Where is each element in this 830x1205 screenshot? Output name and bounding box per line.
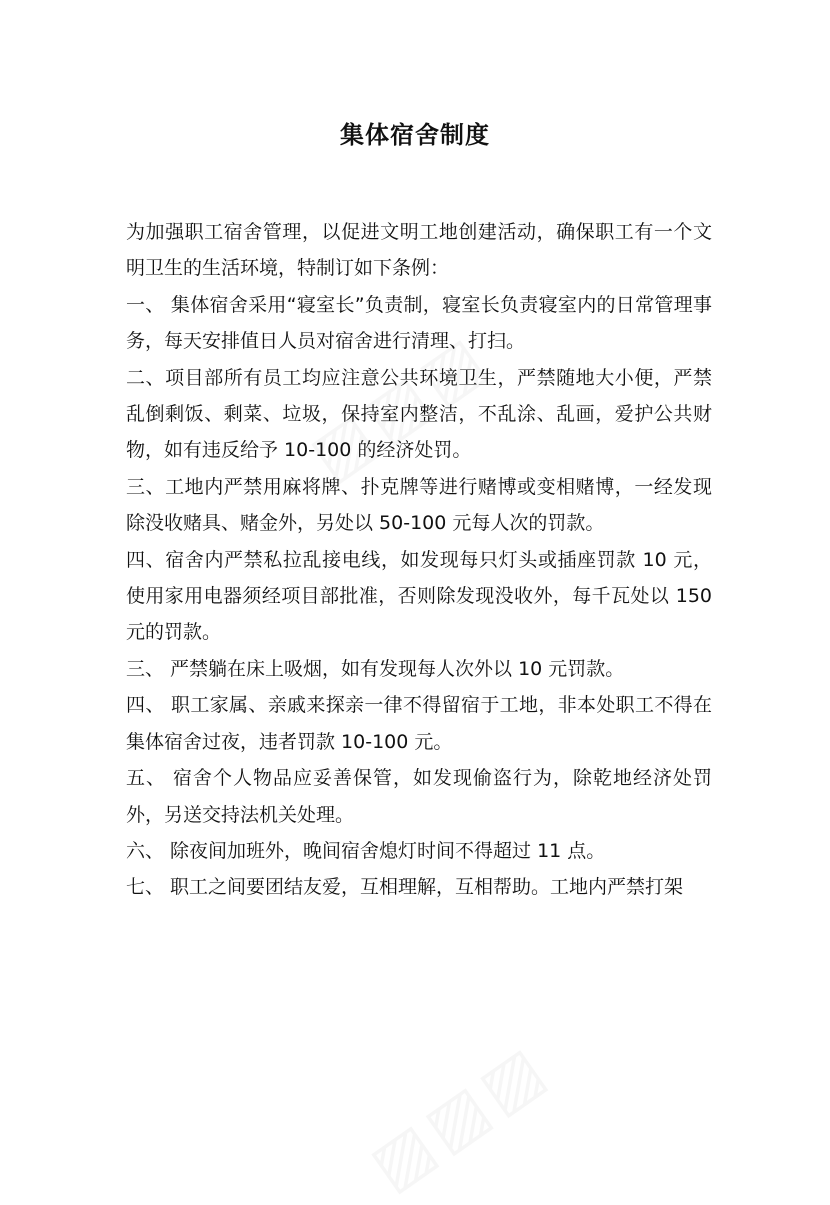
rule-paragraph: 一、 集体宿舍采用“寝室长”负责制，寝室长负责寝室内的日常管理事务，每天安排值日人员对宿舍进行清理、打扫。 (126, 293, 712, 353)
rule-paragraph: 二、项目部所有员工均应注意公共环境卫生，严禁随地大小便，严禁乱倒剩饭、剩菜、垃圾，保持室内整洁，不乱涂、乱画，爱护公共财物，如有违反给予 10-100 的经济处罚。 (126, 366, 712, 462)
rule-paragraph: 三、工地内严禁用麻将牌、扑克牌等进行赌博或变相赌博，一经发现除没收赌具、赌金外，另处以 50-100 元每人次的罚款。 (126, 475, 712, 535)
rule-paragraph: 三、 严禁躺在床上吸烟，如有发现每人次外以 10 元罚款。 (126, 657, 625, 680)
document-body (126, 214, 712, 906)
rule-paragraph: 四、宿舍内严禁私拉乱接电线，如发现每只灯头或插座罚款 10 元，使用家用电器须经项目部批准，否则除发现没收外，每千瓦处以 150 元的罚款。 (126, 548, 712, 644)
rule-paragraph: 六、 除夜间加班外，晚间宿舍熄灯时间不得超过 11 点。 (126, 839, 606, 862)
rule-paragraph: 七、 职工之间要团结友爱，互相理解，互相帮助。工地内严禁打架 (126, 876, 684, 899)
document-title: 集体宿舍制度 (340, 121, 490, 149)
rule-paragraph: 四、 职工家属、亲戚来探亲一律不得留宿于工地，非本处职工不得在集体宿舍过夜，违者罚款 10-100 元。 (126, 694, 712, 753)
watermark (357, 1030, 563, 1205)
intro-paragraph: 为加强职工宿舍管理，以促进文明工地创建活动，确保职工有一个文明卫生的生活环境，特制订如下条例： (126, 221, 712, 280)
rule-paragraph: 五、 宿舍个人物品应妥善保管，如发现偷盗行为，除乾地经济处罚外，另送交持法机关处理。 (126, 767, 712, 826)
